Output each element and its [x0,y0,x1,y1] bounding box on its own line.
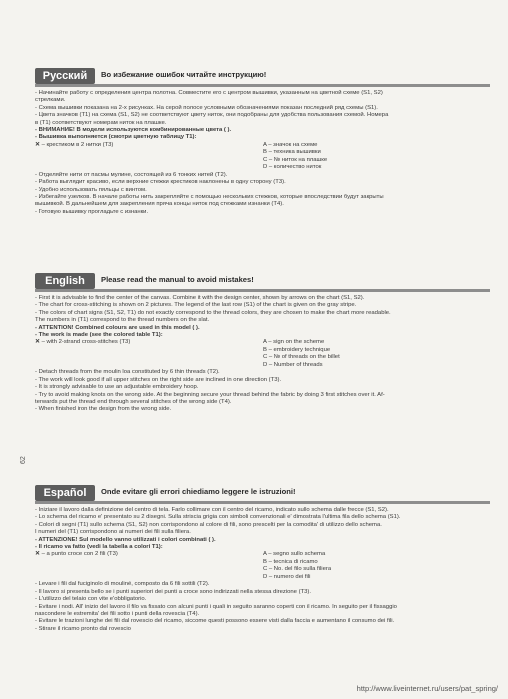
section-header [35,273,490,289]
body-line: - Detach threads from the moulin loa constituted by 6 thin threads (T2). [35,369,220,376]
footer-url[interactable]: http://www.liveinternet.ru/users/pat_spring/ [356,684,498,693]
section-title: Во избежание ошибок читайте инструкцию! [101,70,267,79]
section-header [35,68,490,84]
language-tab-espanol: Español [35,485,95,501]
body-line: - The chart for cross-stitching is shown on 2 pictures. The legend of the last row (S1) of the chart is given on the gray stripe. [35,302,357,309]
legend-item: B – tecnica di ricamo [263,558,318,565]
legend-list [263,339,340,369]
section-russian [35,68,490,216]
header-rule [35,84,490,87]
section-body [35,507,490,633]
legend-item: A – значок на схеме [263,141,318,148]
legend-block [35,142,490,172]
section-body [35,295,490,414]
body-line: - Удобно использовать пяльцы с винтом. [35,186,147,193]
body-line: - ATTENTION! Combined colours are used in this model ( ). [35,324,200,331]
body-line: стрелками. [35,97,66,104]
legend-item: D – количество ниток [263,164,322,171]
body-line: The numbers in (T1) correspond to the thread numbers on the slat. [35,317,210,324]
body-line: - Цвета значков (T1) на схема (S1, S2) не соответствуют цвету ниток, они подобраны для удобства пользования схемой. Номера [35,112,389,119]
language-tab-english: English [35,273,95,289]
legend-block [35,339,490,369]
body-line: - Работа выглядит красиво, если верхние стежки крестиков наклонены в одну сторону (T3). [35,179,286,186]
body-line: - Colori di segni (T1) sullo schema (S1, S2) non corrispondono al colore di fili, sono prescelti per la comodita' di utilizzo dello schema. [35,521,382,528]
body-line: - The work is made (see the colored table T1): [35,332,163,339]
cross-stitch-icon: ✕ [35,551,40,558]
language-tab-russian: Русский [35,68,95,84]
legend-item: C – No. del filo sulla filiera [263,566,332,573]
section-body [35,90,490,216]
body-line: - It is strongly advisable to use an adjustable embroidery hoop. [35,384,199,391]
section-title: Onde evitare gli errori chiediamo leggere le istruzioni! [101,487,296,496]
stitch-line [35,339,130,346]
body-line: nascondere le estremita' dei fili sotto i punti della rovescia (T4). [35,611,200,618]
legend-item: C – № ниток на плашке [263,156,328,163]
body-line: - Lo schema del ricamo e' presentato su 2 disegni. Sulla striscia grigia con simboli convenzionali e' dimostrata l'ultima fila dello schema (S1). [35,514,401,521]
legend-list [263,142,327,172]
body-line: - ВНИМАНИЕ! В модели используются комбинированные цвета ( ). [35,127,232,134]
body-line: - The work will look good if all upper stitches on the right side are inclined in one direction (T3). [35,376,282,383]
section-title: Please read the manual to avoid mistakes! [101,275,254,284]
body-line: - Try to avoid making knots on the wrong side. At the beginning secure your thread behind the fabric by doing 3 first stitches over it. Af- [35,391,385,398]
legend-item: C – № of threads on the billet [263,354,340,361]
body-line: в (T1) соответствуют номерам ниток на плашке. [35,119,167,126]
body-line: - First it is advisable to find the center of the canvas. Combine it with the design center, shown by arrows on the chart (S1, S2). [35,295,365,301]
body-line: - Вышивка выполняется (смотри цветную таблицу T1): [35,134,197,141]
legend-item: B – embroidery technique [263,346,331,353]
section-english [35,273,490,414]
cross-stitch-icon: ✕ [35,339,40,346]
body-line: - When finished iron the design from the wrong side. [35,406,172,413]
legend-item: B – техника вышивки [263,149,321,156]
section-espanol [35,485,490,633]
body-line: - Evitare le trazioni lunghe dei fili dal rovescio del ricamo, siccome questi possono essere visti dalla faccia e aumentano il consumo dei fili. [35,618,395,625]
body-line: terwards put the thread end through several stitches of the wrong side (T4). [35,399,232,406]
legend-item: D – Number of threads [263,361,323,368]
legend-block [35,551,490,581]
stitch-line [35,551,118,558]
cross-stitch-icon: ✕ [35,141,40,148]
legend-list [263,551,331,581]
body-line: I numeri del (T1) corrispondono ai numeri dei fili sulla filiera. [35,529,191,536]
header-rule [35,501,490,504]
body-line: - Схема вышивки показана на 2-х рисунках. На серой полосе условными обозначениями показан последний ряд схемы (S1). [35,104,378,111]
body-line: вышивкой. В дальнейшем для закрепления пряча концы ниток под стежками изнанки (T4). [35,201,284,208]
body-line: - The colors of chart signs (S1, S2, T1) do not exactly correspond to the thread colors, they are chosen to make the chart more readable. [35,309,391,316]
stitch-line [35,142,113,149]
body-line: - Il ricamo va fatto (vedi la tabella a colori T1): [35,544,163,551]
body-line: - Начинайте работу с определения центра полотна. Совместите его с центром вышивки, указанным на цветной схеме (S1, S2) [35,90,383,96]
stitch-label: – a punto croce con 2 fili (T3) [41,551,118,558]
section-header [35,485,490,501]
header-rule [35,289,490,292]
body-line: - Levare i fili dal fuciginolo di mouliné, composto da 6 fili sottili (T2). [35,581,210,588]
legend-item: A – sign on the scheme [263,339,325,346]
body-line: - Evitare i nodi. All' inizio del lavoro il filo va fissato con alcuni punti i quali in seguito saranno coperti con il ricamo. In seguito per il fissaggio [35,603,397,610]
body-line: - Stirare il ricamo pronto dal rovescio [35,625,131,632]
legend-item: D – numero dei fili [263,573,311,580]
body-line: - Il lavoro si presenta bello se i punti superiori dei punti a croce sono indirizzati nella stessa direzione (T3). [35,588,312,595]
body-line: - Iniziare il lavoro dalla definizione del centro di tela. Farlo collimare con il centro del ricamo, indicato sullo schema dalle frecce (S1, S2). [35,507,389,513]
body-line: - Избегайте узелков. В начале работы нить закрепляйте с помощью нескольких стежков, которые впоследствии будут закрыты [35,194,384,201]
body-line: - Отделяйте нити от пасмы мулине, состоящей из 6 тонких нитей (T2). [35,171,228,178]
page-number: 62 [20,456,27,464]
stitch-label: – крестиком в 2 нитки (T3) [41,141,114,148]
stitch-label: – with 2-strand cross-stitches (T3) [41,339,131,346]
body-line: - ATTENZIONE! Sul modello vanno utilizzati i colori combinati ( ). [35,536,216,543]
body-line: - L'utilizzo del telaio con vite e'obbligatorio. [35,596,147,603]
body-line: - Готовую вышивку прогладьте с изнанки. [35,208,149,215]
legend-item: A – segno sullo schema [263,551,326,558]
